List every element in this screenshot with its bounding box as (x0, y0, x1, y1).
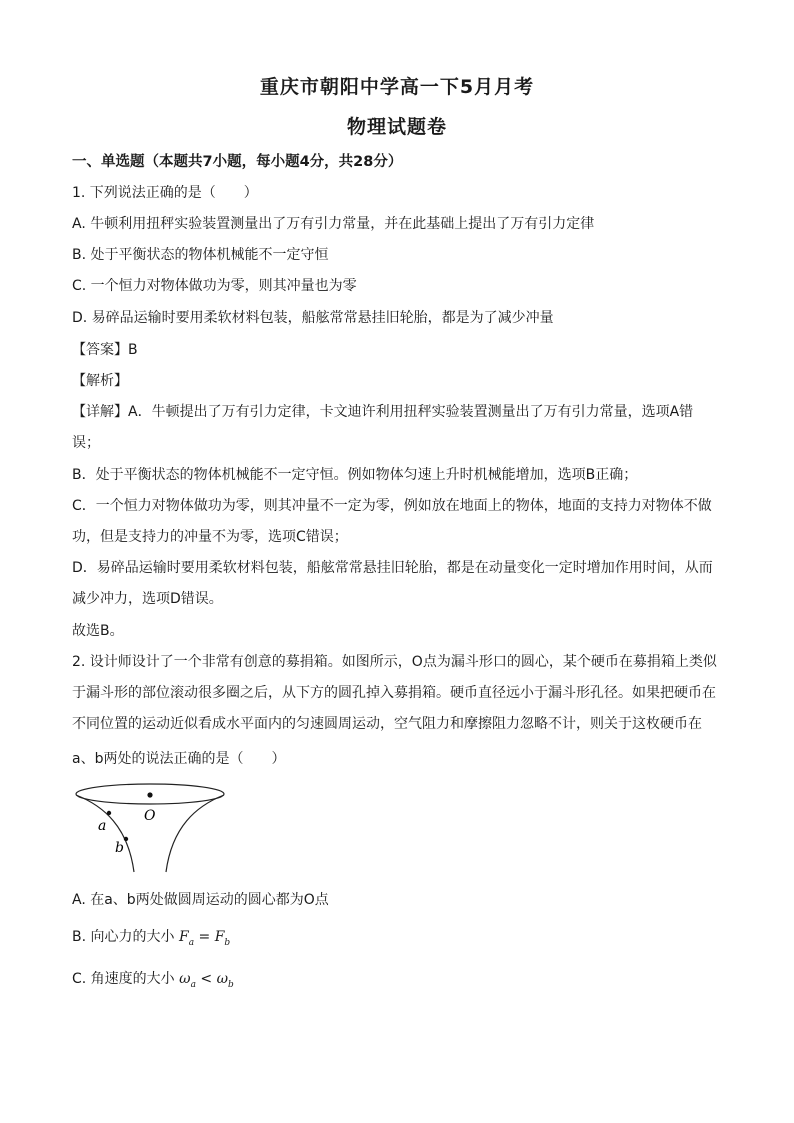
subscript-b: b (228, 979, 234, 990)
question-2-stem-line: 于漏斗形的部位滚动很多圈之后，从下方的圆孔掉入募捐箱。硬币直径远小于漏斗形孔径。如果把硬币在 (72, 685, 716, 701)
question-1-option-a: A. 牛顿利用扭秤实验装置测量出了万有引力常量，并在此基础上提出了万有引力定律 (72, 216, 595, 232)
force-symbol: F (178, 929, 189, 945)
question-1-explain-line: B．处于平衡状态的物体机械能不一定守恒。例如物体匀速上升时机械能增加，选项B正确； (72, 467, 638, 483)
question-1-option-b: B. 处于平衡状态的物体机械能不一定守恒 (72, 247, 329, 263)
subscript-a: a (188, 937, 195, 948)
question-2-stem-line: 不同位置的运动近似看成水平面内的匀速圆周运动，空气阻力和摩擦阻力忽略不计，则关于这枚硬币在 (72, 716, 702, 732)
subscript-a: a (190, 979, 196, 990)
funnel-right-wall (166, 795, 224, 872)
subscript-b: b (224, 937, 231, 948)
label-b: b (115, 840, 124, 856)
question-1-explain-line: 误； (72, 435, 100, 451)
omega-symbol: ω (216, 971, 228, 987)
question-1-analysis-label: 【解析】 (72, 373, 128, 389)
center-point-o (147, 792, 152, 797)
question-1-explain-line: 功，但是支持力的冲量不为零，选项C错误； (72, 529, 348, 545)
question-1-explain-line: C．一个恒力对物体做功为零，则其冲量不一定为零，例如放在地面上的物体，地面的支持力对物体不做 (72, 498, 712, 514)
question-2-option-b (72, 926, 230, 948)
question-2-option-c (72, 968, 234, 990)
less-than-sign: < (195, 971, 217, 987)
question-1-option-c: C. 一个恒力对物体做功为零，则其冲量也为零 (72, 278, 357, 294)
option-c-text: C. 角速度的大小 (72, 971, 175, 987)
option-b-text: B. 向心力的大小 (72, 929, 175, 945)
question-2-option-a: A. 在a、b两处做圆周运动的圆心都为O点 (72, 892, 329, 908)
question-1-explain-line: 故选B。 (72, 623, 124, 639)
page-subtitle: 物理试题卷 (346, 116, 447, 138)
question-2-stem-line: 2. 设计师设计了一个非常有创意的募捐箱。如图所示，O点为漏斗形口的圆心，某个硬币在募捐箱上类似 (72, 654, 717, 670)
force-symbol: F (214, 929, 225, 945)
page-title: 重庆市朝阳中学高一下5月月考 (259, 76, 535, 98)
question-1-option-d: D. 易碎品运输时要用柔软材料包装，船舷常常悬挂旧轮胎，都是为了减少冲量 (72, 310, 554, 326)
label-a: a (98, 818, 107, 834)
point-b (124, 837, 128, 841)
question-1-explain-line: 减少冲力，选项D错误。 (72, 591, 223, 607)
label-o: O (144, 808, 156, 824)
question-1-explain-line: D．易碎品运输时要用柔软材料包装，船舷常常悬挂旧轮胎，都是在动量变化一定时增加作用时间，从而 (72, 560, 713, 576)
question-1-explain-line: 【详解】A．牛顿提出了万有引力定律，卡文迪许利用扭秤实验装置测量出了万有引力常量，选项A错 (72, 404, 694, 420)
equals-sign: = (194, 929, 215, 945)
omega-symbol: ω (179, 971, 191, 987)
point-a (107, 811, 111, 815)
question-1-answer: 【答案】B (72, 342, 138, 358)
section-heading: 一、单选题（本题共7小题，每小题4分，共28分） (72, 154, 403, 170)
question-2-stem-line: a、b两处的说法正确的是（ ） (72, 751, 286, 767)
question-1-stem: 1. 下列说法正确的是（ ） (72, 185, 258, 201)
funnel-figure (70, 782, 240, 877)
